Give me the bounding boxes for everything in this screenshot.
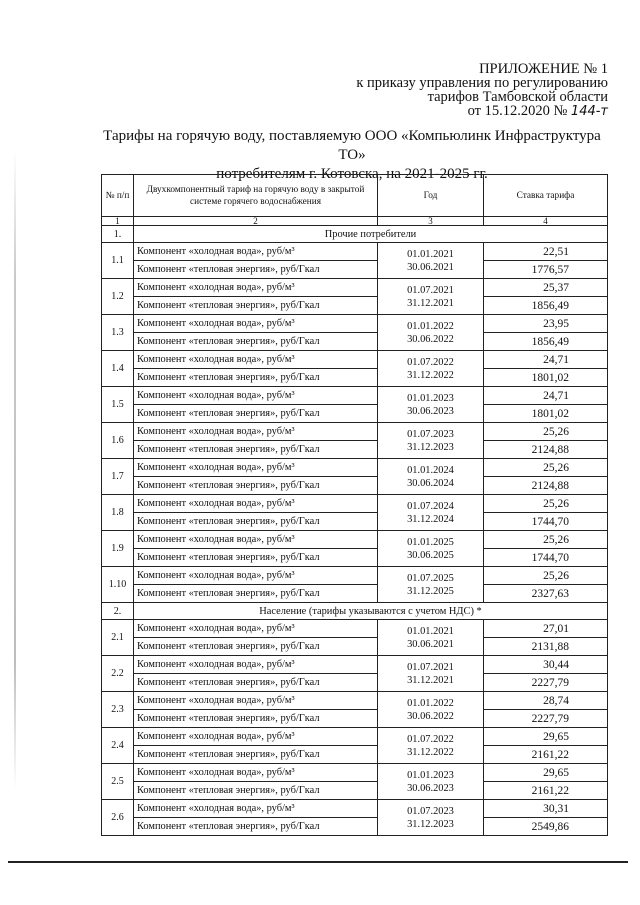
- component-heat-energy: Компонент «тепловая энергия», руб/Гкал: [134, 674, 378, 692]
- component-cold-water: Компонент «холодная вода», руб/м³: [134, 620, 378, 638]
- row-number: 1.2: [102, 279, 134, 315]
- col-header-tariff: Двухкомпонентный тариф на горячую воду в закрытой системе горячего водоснабжения: [134, 175, 378, 217]
- period-end: 31.12.2025: [407, 585, 454, 597]
- period-start: 01.07.2023: [407, 428, 454, 440]
- rate-cold-water: 30,31: [484, 800, 608, 818]
- period-cell: [378, 351, 484, 387]
- table-row: [102, 620, 608, 638]
- table-row: [102, 477, 608, 495]
- table-row: [102, 423, 608, 441]
- period-end: 30.06.2021: [407, 638, 454, 650]
- period-end: 31.12.2024: [407, 513, 454, 525]
- period-end: 30.06.2025: [407, 549, 454, 561]
- table-row: [102, 800, 608, 818]
- component-heat-energy: Компонент «тепловая энергия», руб/Гкал: [134, 369, 378, 387]
- row-number: 2.3: [102, 692, 134, 728]
- table-row: [102, 728, 608, 746]
- period-end: 31.12.2022: [407, 369, 454, 381]
- table-row: [102, 656, 608, 674]
- col-header-no: № п/п: [102, 175, 134, 217]
- rate-heat-energy: 1776,57: [484, 261, 608, 279]
- table-row: [102, 459, 608, 477]
- component-cold-water: Компонент «холодная вода», руб/м³: [134, 656, 378, 674]
- rate-heat-energy: 2124,88: [484, 477, 608, 495]
- period-end: 31.12.2021: [407, 674, 454, 686]
- row-number: 1.8: [102, 495, 134, 531]
- table-row: [102, 764, 608, 782]
- period-cell: [378, 495, 484, 531]
- component-cold-water: Компонент «холодная вода», руб/м³: [134, 800, 378, 818]
- row-number: 1.10: [102, 567, 134, 603]
- period-end: 31.12.2023: [407, 441, 454, 453]
- col-header-year: Год: [378, 175, 484, 217]
- component-heat-energy: Компонент «тепловая энергия», руб/Гкал: [134, 405, 378, 423]
- rate-cold-water: 28,74: [484, 692, 608, 710]
- component-cold-water: Компонент «холодная вода», руб/м³: [134, 423, 378, 441]
- table-row: [102, 405, 608, 423]
- period-start: 01.07.2022: [407, 356, 454, 368]
- col-header-rate: Ставка тарифа: [484, 175, 608, 217]
- component-heat-energy: Компонент «тепловая энергия», руб/Гкал: [134, 710, 378, 728]
- row-number: 2.4: [102, 728, 134, 764]
- row-number: 2.5: [102, 764, 134, 800]
- rate-cold-water: 22,51: [484, 243, 608, 261]
- rate-heat-energy: 1856,49: [484, 333, 608, 351]
- rate-cold-water: 25,37: [484, 279, 608, 297]
- period-cell: [378, 567, 484, 603]
- table-row: [102, 674, 608, 692]
- component-heat-energy: Компонент «тепловая энергия», руб/Гкал: [134, 746, 378, 764]
- section-row: [102, 603, 608, 620]
- component-heat-energy: Компонент «тепловая энергия», руб/Гкал: [134, 441, 378, 459]
- rate-cold-water: 23,95: [484, 315, 608, 333]
- table-row: [102, 315, 608, 333]
- component-heat-energy: Компонент «тепловая энергия», руб/Гкал: [134, 333, 378, 351]
- table-row: [102, 549, 608, 567]
- rate-cold-water: 25,26: [484, 495, 608, 513]
- component-heat-energy: Компонент «тепловая энергия», руб/Гкал: [134, 638, 378, 656]
- component-heat-energy: Компонент «тепловая энергия», руб/Гкал: [134, 549, 378, 567]
- rate-heat-energy: 2131,88: [484, 638, 608, 656]
- period-end: 30.06.2023: [407, 405, 454, 417]
- index-cell: 3: [378, 217, 484, 226]
- component-cold-water: Компонент «холодная вода», руб/м³: [134, 764, 378, 782]
- page-bottom-rule: [8, 861, 628, 863]
- section-label: Прочие потребители: [134, 226, 608, 243]
- table-row: [102, 279, 608, 297]
- table-row: [102, 387, 608, 405]
- margin-mark: [14, 150, 16, 790]
- table-row: [102, 495, 608, 513]
- table-row: [102, 692, 608, 710]
- rate-cold-water: 30,44: [484, 656, 608, 674]
- row-number: 2.1: [102, 620, 134, 656]
- appendix-date: от 15.12.2020 №: [467, 103, 568, 119]
- section-number: 1.: [102, 226, 134, 243]
- index-cell: 2: [134, 217, 378, 226]
- period-start: 01.01.2024: [407, 464, 454, 476]
- component-cold-water: Компонент «холодная вода», руб/м³: [134, 728, 378, 746]
- period-start: 01.01.2021: [407, 625, 454, 637]
- component-cold-water: Компонент «холодная вода», руб/м³: [134, 387, 378, 405]
- table-row: [102, 369, 608, 387]
- period-end: 30.06.2021: [407, 261, 454, 273]
- component-heat-energy: Компонент «тепловая энергия», руб/Гкал: [134, 585, 378, 603]
- period-start: 01.07.2023: [407, 805, 454, 817]
- row-number: 2.6: [102, 800, 134, 836]
- period-cell: [378, 387, 484, 423]
- component-cold-water: Компонент «холодная вода», руб/м³: [134, 495, 378, 513]
- component-cold-water: Компонент «холодная вода», руб/м³: [134, 459, 378, 477]
- appendix-title: ПРИЛОЖЕНИЕ № 1: [479, 61, 608, 77]
- row-number: 1.6: [102, 423, 134, 459]
- row-number: 1.1: [102, 243, 134, 279]
- tariff-table: [101, 174, 608, 836]
- rate-heat-energy: 1744,70: [484, 549, 608, 567]
- period-end: 30.06.2022: [407, 333, 454, 345]
- rate-cold-water: 24,71: [484, 387, 608, 405]
- table-header-row: [102, 175, 608, 217]
- table-row: [102, 261, 608, 279]
- rate-heat-energy: 2327,63: [484, 585, 608, 603]
- appendix-authority-line: тарифов Тамбовской области: [427, 89, 608, 105]
- period-start: 01.01.2021: [407, 248, 454, 260]
- table-row: [102, 441, 608, 459]
- rate-cold-water: 25,26: [484, 459, 608, 477]
- period-cell: [378, 243, 484, 279]
- rate-cold-water: 25,26: [484, 531, 608, 549]
- component-heat-energy: Компонент «тепловая энергия», руб/Гкал: [134, 782, 378, 800]
- period-start: 01.07.2021: [407, 661, 454, 673]
- period-end: 31.12.2022: [407, 746, 454, 758]
- section-number: 2.: [102, 603, 134, 620]
- rate-heat-energy: 2227,79: [484, 674, 608, 692]
- period-start: 01.07.2024: [407, 500, 454, 512]
- appendix-date-line: [338, 104, 608, 119]
- rate-cold-water: 25,26: [484, 567, 608, 585]
- period-cell: [378, 459, 484, 495]
- period-start: 01.07.2021: [407, 284, 454, 296]
- component-heat-energy: Компонент «тепловая энергия», руб/Гкал: [134, 261, 378, 279]
- table-row: [102, 351, 608, 369]
- appendix-block: [338, 62, 608, 119]
- period-end: 30.06.2024: [407, 477, 454, 489]
- period-cell: [378, 279, 484, 315]
- table-row: [102, 585, 608, 603]
- row-number: 1.4: [102, 351, 134, 387]
- rate-heat-energy: 1856,49: [484, 297, 608, 315]
- document-title-line1: Тарифы на горячую воду, поставляемую ООО «Компьюлинк Инфраструктура ТО»: [103, 128, 601, 163]
- rate-cold-water: 24,71: [484, 351, 608, 369]
- period-start: 01.01.2022: [407, 320, 454, 332]
- component-cold-water: Компонент «холодная вода», руб/м³: [134, 315, 378, 333]
- period-cell: [378, 800, 484, 836]
- appendix-order-line: к приказу управления по регулированию: [356, 75, 608, 91]
- row-number: 1.7: [102, 459, 134, 495]
- table-row: [102, 746, 608, 764]
- period-start: 01.01.2022: [407, 697, 454, 709]
- period-end: 30.06.2023: [407, 782, 454, 794]
- period-cell: [378, 315, 484, 351]
- rate-cold-water: 25,26: [484, 423, 608, 441]
- rate-cold-water: 29,65: [484, 764, 608, 782]
- section-row: [102, 226, 608, 243]
- period-start: 01.07.2025: [407, 572, 454, 584]
- table-index-row: [102, 217, 608, 226]
- component-cold-water: Компонент «холодная вода», руб/м³: [134, 567, 378, 585]
- rate-heat-energy: 2124,88: [484, 441, 608, 459]
- period-cell: [378, 423, 484, 459]
- table-row: [102, 243, 608, 261]
- period-cell: [378, 531, 484, 567]
- component-heat-energy: Компонент «тепловая энергия», руб/Гкал: [134, 818, 378, 836]
- rate-cold-water: 27,01: [484, 620, 608, 638]
- row-number: 1.9: [102, 531, 134, 567]
- period-start: 01.01.2023: [407, 769, 454, 781]
- rate-heat-energy: 2161,22: [484, 746, 608, 764]
- table-row: [102, 638, 608, 656]
- table-row: [102, 567, 608, 585]
- component-cold-water: Компонент «холодная вода», руб/м³: [134, 351, 378, 369]
- table-row: [102, 297, 608, 315]
- table-row: [102, 710, 608, 728]
- table-row: [102, 333, 608, 351]
- period-end: 30.06.2022: [407, 710, 454, 722]
- row-number: 1.3: [102, 315, 134, 351]
- period-cell: [378, 692, 484, 728]
- period-start: 01.01.2023: [407, 392, 454, 404]
- component-cold-water: Компонент «холодная вода», руб/м³: [134, 243, 378, 261]
- component-cold-water: Компонент «холодная вода», руб/м³: [134, 279, 378, 297]
- component-cold-water: Компонент «холодная вода», руб/м³: [134, 531, 378, 549]
- period-cell: [378, 620, 484, 656]
- section-label: Население (тарифы указываются с учетом НДС) *: [134, 603, 608, 620]
- component-heat-energy: Компонент «тепловая энергия», руб/Гкал: [134, 477, 378, 495]
- index-cell: 4: [484, 217, 608, 226]
- period-start: 01.07.2022: [407, 733, 454, 745]
- rate-heat-energy: 1801,02: [484, 405, 608, 423]
- table-row: [102, 782, 608, 800]
- index-cell: 1: [102, 217, 134, 226]
- appendix-number: 144-т: [570, 104, 608, 119]
- table-row: [102, 531, 608, 549]
- table-row: [102, 818, 608, 836]
- rate-heat-energy: 2161,22: [484, 782, 608, 800]
- row-number: 2.2: [102, 656, 134, 692]
- component-cold-water: Компонент «холодная вода», руб/м³: [134, 692, 378, 710]
- period-cell: [378, 656, 484, 692]
- rate-heat-energy: 2227,79: [484, 710, 608, 728]
- table-row: [102, 513, 608, 531]
- period-start: 01.01.2025: [407, 536, 454, 548]
- period-cell: [378, 764, 484, 800]
- rate-heat-energy: 2549,86: [484, 818, 608, 836]
- table-body: [102, 226, 608, 836]
- rate-heat-energy: 1744,70: [484, 513, 608, 531]
- period-end: 31.12.2023: [407, 818, 454, 830]
- component-heat-energy: Компонент «тепловая энергия», руб/Гкал: [134, 297, 378, 315]
- period-end: 31.12.2021: [407, 297, 454, 309]
- rate-cold-water: 29,65: [484, 728, 608, 746]
- row-number: 1.5: [102, 387, 134, 423]
- component-heat-energy: Компонент «тепловая энергия», руб/Гкал: [134, 513, 378, 531]
- rate-heat-energy: 1801,02: [484, 369, 608, 387]
- period-cell: [378, 728, 484, 764]
- document-title-line2: потребителям г. Котовска, на 2021-2025 гг.: [216, 166, 488, 182]
